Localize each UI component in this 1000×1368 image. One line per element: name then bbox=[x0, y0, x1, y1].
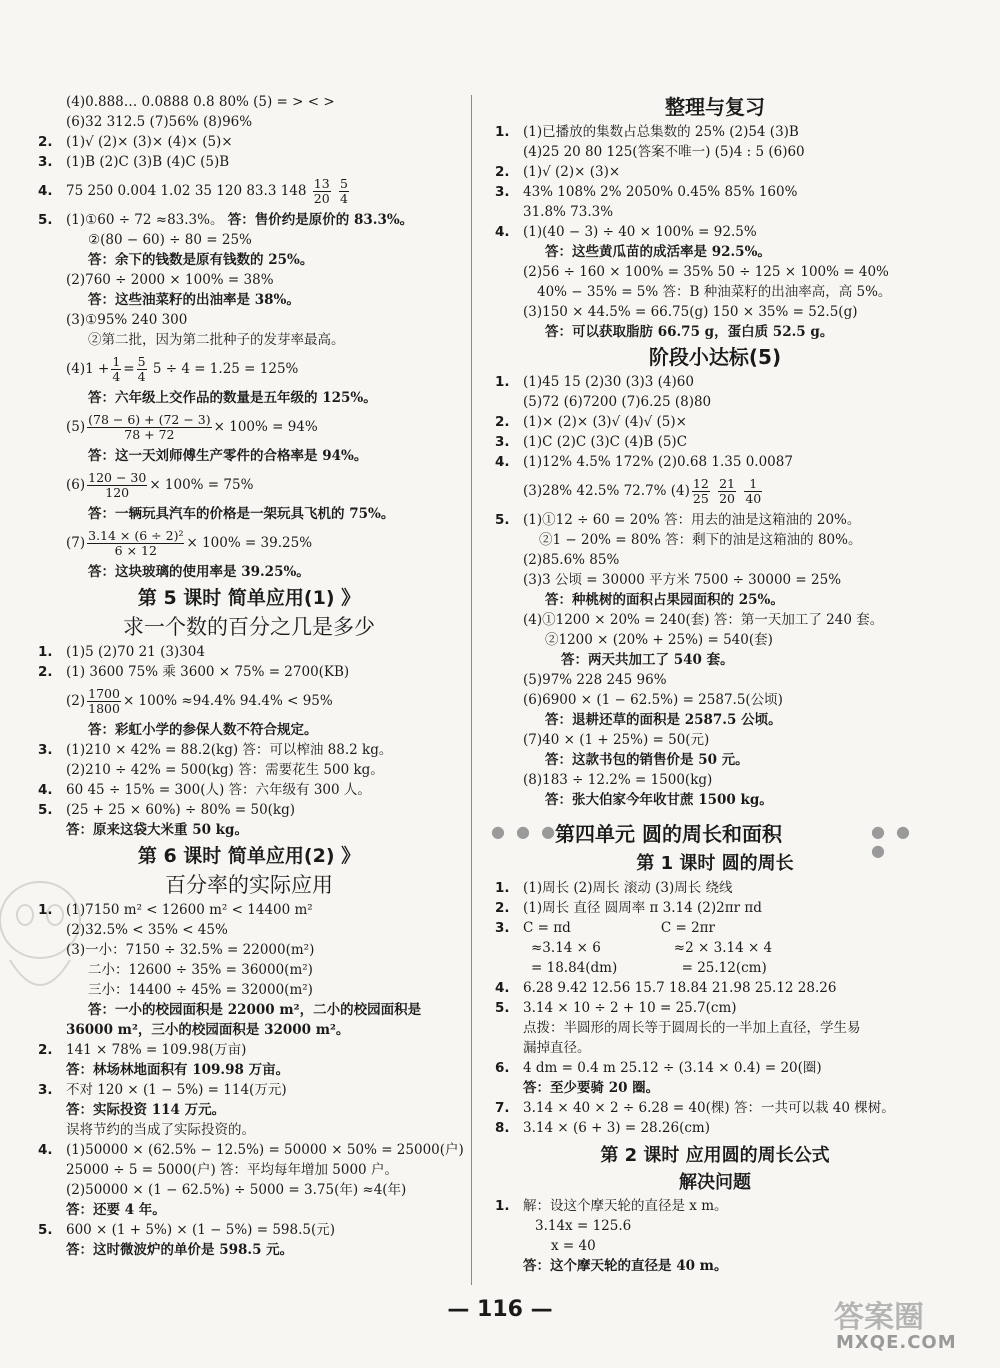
answer-line: 6. 4 dm = 0.4 m 25.12 ÷ (3.14 × 0.4) = 20(圈) bbox=[495, 1060, 822, 1076]
fraction: $\frac{5}{4}$ bbox=[137, 354, 146, 384]
answer-line: 答：种桃树的面积占果园面积的 25%。 bbox=[545, 592, 784, 608]
answer-line: 答：这时微波炉的单价是 598.5 元。 bbox=[66, 1242, 294, 1258]
section-heading: 第 5 课时 简单应用(1) 》 bbox=[137, 587, 361, 609]
answer-line: (8)183 ÷ 12.2% = 1500(kg) bbox=[523, 772, 713, 788]
answer-line: 7. 3.14 × 40 × 2 ÷ 6.28 = 40(棵) 答：一共可以栽 40 棵树。 bbox=[495, 1100, 895, 1116]
answer-line: (5)97% 228 245 96% bbox=[523, 672, 667, 688]
answer-line: 答：这块玻璃的使用率是 39.25%。 bbox=[88, 564, 310, 580]
answer-line: 答：实际投资 114 万元。 bbox=[66, 1102, 226, 1118]
answer-line: 1. (1)45 15 (2)30 (3)3 (4)60 bbox=[495, 374, 694, 390]
answer-line: 答：这些油菜籽的出油率是 38%。 bbox=[88, 292, 300, 308]
answer-line: 2. (1)周长 直径 圆周率 π 3.14 (2)2πr πd bbox=[495, 900, 762, 916]
answer-line: 8. 3.14 × (6 + 3) = 28.26(cm) bbox=[495, 1120, 710, 1136]
answer-line: 36000 m²，三小的校园面积是 32000 m²。 bbox=[66, 1022, 350, 1038]
answer-line: 1. (1)5 (2)70 21 (3)304 bbox=[38, 644, 205, 660]
answer-line: (3)150 × 44.5% = 66.75(g) 150 × 35% = 52.5(g) bbox=[523, 304, 858, 320]
answer-line: 3. (1)C (2)C (3)C (4)B (5)C bbox=[495, 434, 688, 450]
answer-line: (5) $\frac{(78 - 6) + (72 - 3)}{78 + 72}$ × 100% = 94% bbox=[66, 412, 318, 442]
section-subheading: 求一个数的百分之几是多少 bbox=[123, 615, 375, 639]
answer-line: 2. 141 × 78% = 109.98(万亩) bbox=[38, 1042, 247, 1058]
section-heading: 第 2 课时 应用圆的周长公式 bbox=[600, 1145, 830, 1166]
answer-line: (7) $\frac{\text{3.14 × (6 ÷ 2)²}}{6 \times 12}$ × 100% = 39.25% bbox=[66, 528, 313, 558]
answer-line: 2. (1) 3600 75% 乘 3600 × 75% = 2700(KB) bbox=[38, 664, 350, 680]
answer-line: 4. (1)50000 × (62.5% − 12.5%) = 50000 × 50% = 25000(户) bbox=[38, 1142, 464, 1158]
answer-line: 答：还要 4 年。 bbox=[66, 1202, 166, 1218]
answer-line: 三小：14400 ÷ 45% = 32000(m²) bbox=[88, 982, 313, 998]
fraction: $\frac{(78 - 6) + (72 - 3)}{78 + 72}$ bbox=[88, 412, 211, 442]
answer-line: 答：可以获取脂肪 66.75 g，蛋白质 52.5 g。 bbox=[545, 324, 834, 340]
answer-line: 1. (1)7150 m² < 12600 m² < 14400 m² bbox=[38, 902, 313, 918]
section-heading: 第 1 课时 圆的周长 bbox=[636, 853, 794, 874]
answer-line: 漏掉直径。 bbox=[523, 1040, 591, 1056]
watermark bbox=[828, 1292, 988, 1362]
answer-line: x = 40 bbox=[551, 1238, 596, 1254]
answer-line: (4)1 + $\frac{1}{4}$ = $\frac{5}{4}$ 5 ÷ 4 = 1.25 = 125% bbox=[66, 354, 299, 384]
answer-line: (3)28% 42.5% 72.7% (4) $\frac{12}{25}$ $\frac{21}{20}$ $\frac{1}{40}$ bbox=[523, 476, 762, 506]
answer-line: 答：至少要骑 20 圈。 bbox=[523, 1080, 660, 1096]
answer-line: 4. (1)12% 4.5% 172% (2)0.68 1.35 0.0087 bbox=[495, 454, 793, 470]
answer-line: (6)6900 × (1 − 62.5%) = 2587.5(公顷) bbox=[523, 692, 783, 708]
answer-line: 答：林场林地面积有 109.98 万亩。 bbox=[66, 1062, 290, 1078]
fraction: $\frac{1}{4}$ bbox=[112, 354, 121, 384]
answer-line: (7)40 × (1 + 25%) = 50(元) bbox=[523, 732, 710, 748]
answer-line: ②1 − 20% = 80% 答：剩下的油是这箱油的 80%。 bbox=[539, 532, 862, 548]
answer-line: 3.14x = 125.6 bbox=[535, 1218, 632, 1234]
answer-line: ②第二批，因为第二批种子的发芽率最高。 bbox=[88, 332, 345, 348]
answer-line: 答：这些黄瓜苗的成活率是 92.5%。 bbox=[545, 244, 771, 260]
answer-line: (4)25 20 80 125(答案不唯一) (5)4 : 5 (6)60 bbox=[523, 144, 805, 160]
answer-line: 答：张大伯家今年收甘蔗 1500 kg。 bbox=[545, 792, 773, 808]
answer-line: 4. 6.28 9.42 12.56 15.7 18.84 21.98 25.12 28.26 bbox=[495, 980, 837, 996]
fraction: $\frac{1}{40}$ bbox=[745, 476, 762, 506]
answer-line: 答：退耕还草的面积是 2587.5 公顷。 bbox=[545, 712, 782, 728]
answer-line: 答：两天共加工了 540 套。 bbox=[561, 652, 734, 668]
answer-line: 2. (1)× (2)× (3)√ (4)√ (5)× bbox=[495, 414, 687, 430]
left-column bbox=[38, 92, 464, 1260]
column-divider bbox=[471, 95, 472, 1285]
page-number: — 116 — bbox=[447, 1297, 553, 1322]
answer-line: 答：原来这袋大米重 50 kg。 bbox=[66, 822, 248, 838]
answer-line: 31.8% 73.3% bbox=[523, 204, 614, 220]
answer-line: (6) $\frac{120 - 30}{120}$ × 100% = 75% bbox=[66, 470, 254, 500]
answer-line: 答：一辆玩具汽车的价格是一架玩具飞机的 75%。 bbox=[88, 506, 395, 522]
answer-line: 1. (1)已播放的集数占总集数的 25% (2)54 (3)B bbox=[495, 124, 799, 140]
answer-line: 1. 解：设这个摩天轮的直径是 x m。 bbox=[495, 1198, 728, 1214]
answer-line: 5. (25 + 25 × 60%) ÷ 80% = 50(kg) bbox=[38, 802, 296, 818]
answer-line: (2)56 ÷ 160 × 100% = 35% 50 ÷ 125 × 100% = 40% bbox=[523, 264, 889, 280]
decorative-dots: ● ● ● bbox=[871, 822, 914, 860]
answer-line: 答：这款书包的销售价是 50 元。 bbox=[545, 752, 749, 768]
answer-line: (6)32 312.5 (7)56% (8)96% bbox=[66, 114, 253, 130]
answer-line: 答：彩虹小学的参保人数不符合规定。 bbox=[88, 722, 318, 738]
answer-line: 4. 60 45 ÷ 15% = 300(人) 答：六年级有 300 人。 bbox=[38, 782, 371, 798]
answer-line: (2) $\frac{1700}{1800}$ × 100% ≈94.4% 94.4% < 95% bbox=[66, 686, 333, 716]
answer-line: 5. (1)①60 ÷ 72 ≈83.3%。 答：售价约是原价的 83.3%。 bbox=[38, 212, 414, 228]
fraction: $\frac{\text{3.14 × (6 ÷ 2)²}}{6 \times 12}$ bbox=[88, 528, 184, 558]
section-subheading: 百分率的实际应用 bbox=[165, 873, 333, 897]
fraction: $\frac{5}{4}$ bbox=[339, 176, 348, 206]
section-heading: 阶段小达标(5) bbox=[648, 345, 782, 369]
right-column bbox=[491, 92, 935, 1276]
section-heading: 整理与复习 bbox=[665, 95, 765, 119]
fraction: $\frac{21}{20}$ bbox=[719, 476, 736, 506]
answer-line: 5. (1)①12 ÷ 60 = 20% 答：用去的油是这箱油的 20%。 bbox=[495, 512, 861, 528]
answer-line: (4)①1200 × 20% = 240(套) 答：第一天加工了 240 套。 bbox=[523, 612, 884, 628]
answer-line: 3. (1)210 × 42% = 88.2(kg) 答：可以榨油 88.2 kg。 bbox=[38, 742, 393, 758]
answer-line: 答：余下的钱数是原有钱数的 25%。 bbox=[88, 252, 314, 268]
answer-line: 答：这个摩天轮的直径是 40 m。 bbox=[523, 1258, 728, 1274]
decorative-dots: ● ● ● bbox=[491, 822, 559, 841]
answer-line: 答：六年级上交作品的数量是五年级的 125%。 bbox=[88, 390, 377, 406]
section-heading: 第 6 课时 简单应用(2) 》 bbox=[137, 845, 361, 867]
answer-line: 2. (1)√ (2)× (3)× bbox=[495, 164, 621, 180]
answer-line: (2)210 ÷ 42% = 500(kg) 答：需要花生 500 kg。 bbox=[66, 762, 384, 778]
answer-line: ②1200 × (20% + 25%) = 540(套) bbox=[545, 632, 773, 648]
answer-line: 40% − 35% = 5% 答：B 种油菜籽的出油率高，高 5%。 bbox=[537, 284, 892, 300]
answer-line: 误将节约的当成了实际投资的。 bbox=[66, 1122, 255, 1138]
answer-line: 3. C = πd C = 2πr bbox=[495, 920, 715, 936]
answer-line: 3. (1)B (2)C (3)B (4)C (5)B bbox=[38, 154, 230, 170]
watermark-logo: 答案圈 bbox=[834, 1300, 924, 1335]
answer-line: (4)0.888… 0.0888 0.8 80% (5) = > < > bbox=[66, 94, 335, 110]
fraction: $\frac{12}{25}$ bbox=[692, 476, 709, 506]
answer-line: 5. 3.14 × 10 ÷ 2 + 10 = 25.7(cm) bbox=[495, 1000, 737, 1016]
answer-line: 2. (1)√ (2)× (3)× (4)× (5)× bbox=[38, 134, 233, 150]
answer-line: 点拨：半圆形的周长等于圆周长的一半加上直径，学生易 bbox=[523, 1020, 861, 1036]
answer-line: 4. 75 250 0.004 1.02 35 120 83.3 148 $\frac{13}{20}$ $\frac{5}{4}$ bbox=[38, 176, 348, 206]
answer-line: (5)72 (6)7200 (7)6.25 (8)80 bbox=[523, 394, 712, 410]
unit-title: 第四单元 圆的周长和面积 bbox=[555, 822, 782, 846]
answer-line: (3)①95% 240 300 bbox=[66, 312, 188, 328]
answer-line: 3. 不对 120 × (1 − 5%) = 114(万元) bbox=[38, 1082, 287, 1098]
fraction: $\frac{13}{20}$ bbox=[313, 176, 330, 206]
answer-line: (2)760 ÷ 2000 × 100% = 38% bbox=[66, 272, 274, 288]
answer-line: 1. (1)周长 (2)周长 滚动 (3)周长 绕线 bbox=[495, 880, 733, 896]
watermark-site: MXQE.COM bbox=[836, 1332, 957, 1353]
section-subheading: 解决问题 bbox=[679, 1172, 751, 1193]
answer-line: (3)一小：7150 ÷ 32.5% = 22000(m²) bbox=[66, 942, 315, 958]
answer-line: (2)32.5% < 35% < 45% bbox=[66, 922, 228, 938]
answer-line: 3. 43% 108% 2% 2050% 0.45% 85% 160% bbox=[495, 184, 798, 200]
answer-line: ②(80 − 60) ÷ 80 = 25% bbox=[88, 232, 252, 248]
fraction: $\frac{120 - 30}{120}$ bbox=[88, 470, 147, 500]
answer-line: ≈3.14 × 6 ≈2 × 3.14 × 4 bbox=[531, 940, 773, 956]
unit-banner bbox=[491, 816, 935, 860]
answer-line: (2)85.6% 85% bbox=[523, 552, 620, 568]
answer-line: (3)3 公顷 = 30000 平方米 7500 ÷ 30000 = 25% bbox=[523, 572, 842, 588]
answer-line: 答：这一天刘师傅生产零件的合格率是 94%。 bbox=[88, 448, 368, 464]
answer-line: 二小：12600 ÷ 35% = 36000(m²) bbox=[88, 962, 313, 978]
answer-line: 5. 600 × (1 + 5%) × (1 − 5%) = 598.5(元) bbox=[38, 1222, 335, 1238]
answer-line: (2)50000 × (1 − 62.5%) ÷ 5000 = 3.75(年) ≈4(年) bbox=[66, 1182, 407, 1198]
answer-line: 25000 ÷ 5 = 5000(户) 答：平均每年增加 5000 户。 bbox=[66, 1162, 398, 1178]
answer-line: 答：一小的校园面积是 22000 m²，二小的校园面积是 bbox=[88, 1002, 422, 1018]
answer-line: = 18.84(dm) = 25.12(cm) bbox=[531, 960, 767, 976]
fraction: $\frac{1700}{1800}$ bbox=[88, 686, 120, 716]
answer-line: 4. (1)(40 − 3) ÷ 40 × 100% = 92.5% bbox=[495, 224, 757, 240]
